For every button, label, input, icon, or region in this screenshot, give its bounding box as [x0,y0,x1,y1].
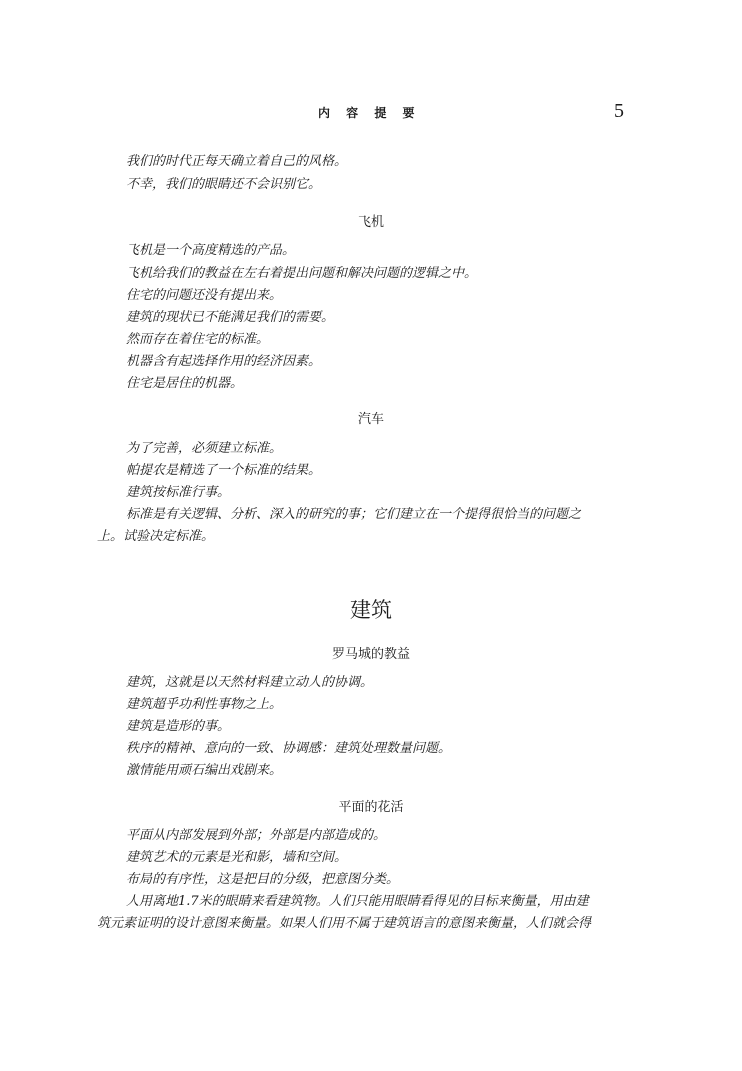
plan-line: 布局的有序性，这是把目的分级，把意图分类。 [126,872,400,887]
plan-line: 平面从内部发展到外部；外部是内部造成的。 [126,828,387,843]
rome-line: 建筑，这就是以天然材料建立动人的协调。 [126,675,374,690]
automobile-line: 帕提农是精选了一个标准的结果。 [126,463,322,478]
automobile-line: 建筑按标准行事。 [126,485,231,500]
automobile-line: 标准是有关逻辑、分析、深入的研究的事；它们建立在一个提得很恰当的问题之 [126,507,582,522]
automobile-line: 为了完善，必须建立标准。 [126,441,283,456]
plan-line: 筑元素证明的设计意图来衡量。如果人们用不属于建筑语言的意图来衡量，人们就会得 [97,916,592,931]
page-number: 5 [614,100,624,122]
running-head [0,100,742,124]
section-heading-automobile: 汽车 [357,412,384,427]
plan-line: 建筑艺术的元素是光和影，墙和空间。 [126,850,348,865]
airplane-line: 住宅的问题还没有提出来。 [126,288,283,303]
section-heading-airplane: 飞机 [357,215,384,230]
rome-line: 秩序的精神、意向的一致、协调感：建筑处理数量问题。 [126,741,452,756]
airplane-line: 建筑的现状已不能满足我们的需要。 [126,310,335,325]
airplane-line: 飞机是一个高度精选的产品。 [126,243,296,258]
chapter-heading-architecture: 建筑 [350,598,392,622]
section-heading-rome: 罗马城的教益 [331,647,410,662]
plan-line: 人用离地1.7米的眼睛来看建筑物。人们只能用眼睛看得见的目标来衡量，用由建 [126,894,589,909]
airplane-line: 然而存在着住宅的标准。 [126,332,270,347]
airplane-line: 住宅是居住的机器。 [126,376,244,391]
automobile-line: 上。试验决定标准。 [97,529,215,544]
intro-line: 不幸，我们的眼睛还不会识别它。 [126,177,322,192]
rome-line: 建筑超乎功利性事物之上。 [126,697,283,712]
airplane-line: 飞机给我们的教益在左右着提出问题和解决问题的逻辑之中。 [126,266,478,281]
running-title: 内 容 提 要 [318,106,421,120]
intro-line: 我们的时代正每天确立着自己的风格。 [126,154,348,169]
section-heading-plan: 平面的花活 [338,800,404,815]
airplane-line: 机器含有起选择作用的经济因素。 [126,354,322,369]
rome-line: 建筑是造形的事。 [126,719,231,734]
rome-line: 激情能用顽石编出戏剧来。 [126,763,283,778]
